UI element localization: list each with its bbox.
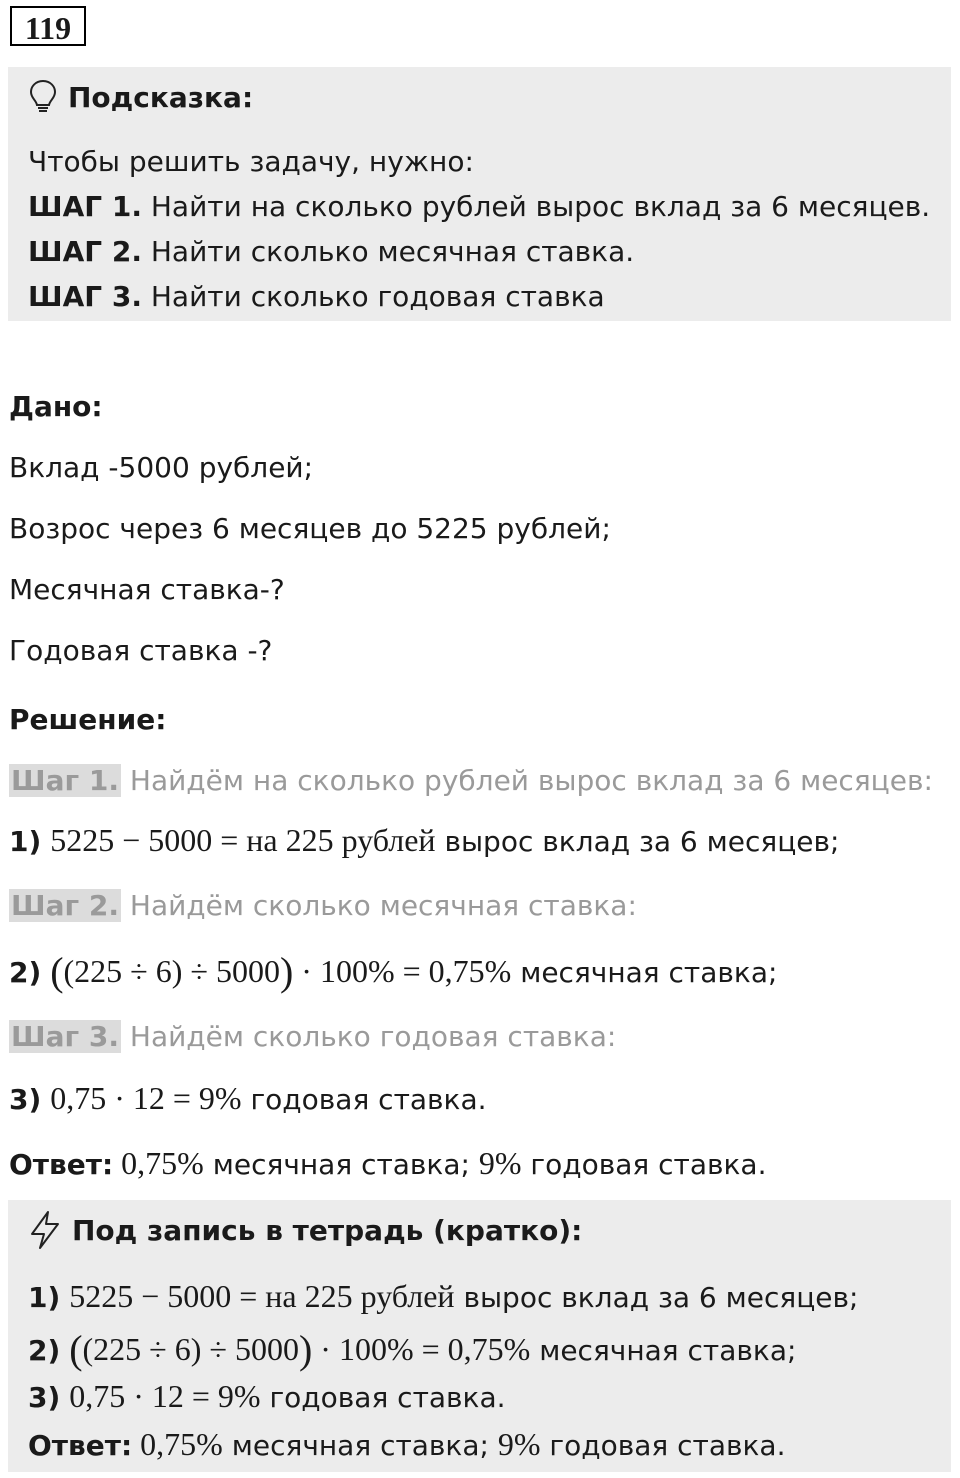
hint-title: Подсказка: bbox=[68, 80, 254, 114]
notebook-answer: Ответ: 0,75% месячная ставка; 9% годовая ставка. bbox=[28, 1426, 786, 1462]
solution-step-3: Шаг 3. Найдём сколько годовая ставка: bbox=[11, 1020, 617, 1053]
given-line: Годовая ставка -? bbox=[9, 634, 273, 667]
notebook-equation-1: 1) 5225 − 5000 = на 225 рублей вырос вклад за 6 месяцев; bbox=[28, 1278, 859, 1314]
equation-3: 3) 0,75 · 12 = 9% годовая ставка. bbox=[9, 1080, 487, 1116]
solution-step-1: Шаг 1. Найдём на сколько рублей вырос вклад за 6 месяцев: bbox=[11, 764, 933, 797]
notebook-box bbox=[8, 1200, 951, 1472]
task-number: 119 bbox=[10, 6, 86, 46]
lightning-icon bbox=[28, 1210, 62, 1250]
hint-intro: Чтобы решить задачу, нужно: bbox=[28, 145, 474, 178]
solution-title: Решение: bbox=[9, 703, 167, 736]
hint-step-2: ШАГ 2. Найти сколько месячная ставка. bbox=[28, 235, 635, 268]
hint-box bbox=[8, 67, 951, 321]
hint-step-3: ШАГ 3. Найти сколько годовая ставка bbox=[28, 280, 605, 313]
given-title: Дано: bbox=[9, 390, 103, 423]
solution-step-2: Шаг 2. Найдём сколько месячная ставка: bbox=[11, 889, 637, 922]
notebook-equation-2: 2) ((225 ÷ 6) ÷ 5000) · 100% = 0,75% месячная ставка; bbox=[28, 1327, 797, 1372]
hint-step-1: ШАГ 1. Найти на сколько рублей вырос вклад за 6 месяцев. bbox=[28, 190, 931, 223]
given-line: Возрос через 6 месяцев до 5225 рублей; bbox=[9, 512, 611, 545]
given-line: Вклад -5000 рублей; bbox=[9, 451, 314, 484]
notebook-header bbox=[28, 1210, 582, 1250]
notebook-title: Под запись в тетрадь (кратко): bbox=[72, 1213, 583, 1247]
answer: Ответ: 0,75% месячная ставка; 9% годовая ставка. bbox=[9, 1145, 767, 1181]
given-line: Месячная ставка-? bbox=[9, 573, 285, 606]
hint-header bbox=[28, 79, 253, 115]
notebook-equation-3: 3) 0,75 · 12 = 9% годовая ставка. bbox=[28, 1378, 506, 1414]
equation-1: 1) 5225 − 5000 = на 225 рублей вырос вклад за 6 месяцев; bbox=[9, 822, 840, 858]
equation-2: 2) ((225 ÷ 6) ÷ 5000) · 100% = 0,75% месячная ставка; bbox=[9, 949, 778, 994]
lightbulb-icon bbox=[28, 79, 58, 115]
